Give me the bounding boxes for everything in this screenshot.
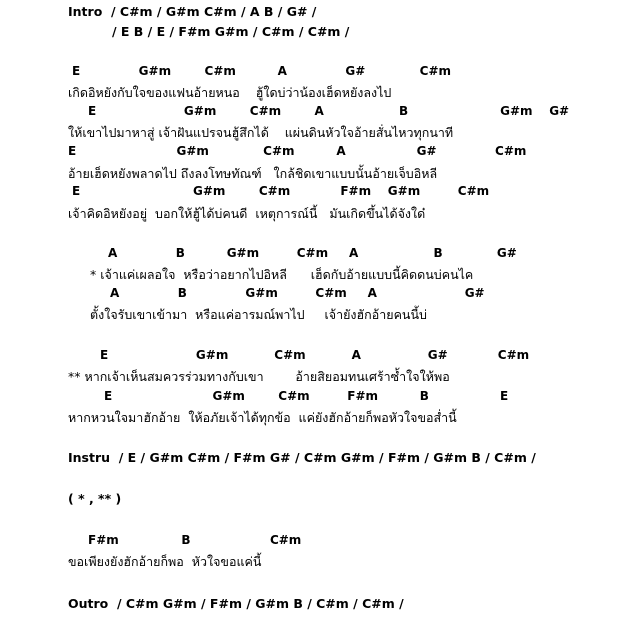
lyric-line: อ้ายเฮ็ดหยังพลาดไป ถึงลงโทษทัณฑ์ ใกล้ชิดเขาแบบนั้นอ้ายเจ็บอิหลี: [68, 166, 438, 181]
chord-line: E G#m C#m F#m B E: [104, 389, 509, 403]
lyric-line: ตั้งใจรับเขาเข้ามา หรือแค่อารมณ์พาไป เจ้ายังฮักอ้ายคนนี้บ่: [90, 307, 427, 322]
repeat-marker: ( * , ** ): [68, 491, 122, 506]
chord-line: E G#m C#m A B G#m G#: [88, 104, 570, 118]
lyric-line: หากหวนใจมาฮักอ้าย ให้อภัยเจ้าได้ทุกข้อ แค่ยังฮักอ้ายก็พอหัวใจขอส่ำนี้: [68, 410, 457, 425]
chord-line: E G#m C#m F#m G#m C#m: [72, 184, 490, 198]
intro-line-2: / E B / E / F#m G#m / C#m / C#m /: [112, 24, 350, 39]
instrumental-line: Instru / E / G#m C#m / F#m G# / C#m G#m / F#m / G#m B / C#m /: [68, 450, 536, 465]
chord-line: F#m B C#m: [88, 533, 302, 547]
lyric-line: ขอเพียงยังฮักอ้ายก็พอ หัวใจขอแค่นี้: [68, 554, 262, 569]
chord-line: A B G#m C#m A B G#: [108, 246, 517, 260]
chord-line: A B G#m C#m A G#: [110, 286, 485, 300]
lyric-line: เจ้าคิดอิหยังอยู่ บอกให้ฮู้ได้บ่คนดี เหตุการณ์นี้ มันเกิดขึ้นได้จังใด๋: [68, 206, 426, 221]
lyric-line: * เจ้าแค่เผลอใจ หรือว่าอยากไปอิหลี เฮ็ดกับอ้ายแบบนี้คิดดนบ่คนไค: [90, 267, 474, 282]
intro-line-1: Intro / C#m / G#m C#m / A B / G# /: [68, 4, 317, 19]
chord-line: E G#m C#m A G# C#m: [68, 144, 527, 158]
lyric-line: ให้เขาไปมาหาสู่ เจ้าฝันแปรจนฮู้สึกได้ แผ่นดินหัวใจอ้ายสั่นไหวทุกนาที: [68, 125, 454, 140]
lyric-line: เกิดอิหยังกับใจของแฟนอ้ายหนอ ฮู้ใดบ่ว่าน้องเฮ็ดหยังลงไป: [68, 85, 392, 100]
chord-line: E G#m C#m A G# C#m: [100, 348, 530, 362]
lyric-line: ** หากเจ้าเห็นสมควรร่วมทางกับเขา อ้ายสิยอมทนเศร้าซ้ำใจให้พอ: [68, 369, 450, 384]
outro-line: Outro / C#m G#m / F#m / G#m B / C#m / C#m /: [68, 596, 404, 611]
chord-line: E G#m C#m A G# C#m: [72, 64, 452, 78]
